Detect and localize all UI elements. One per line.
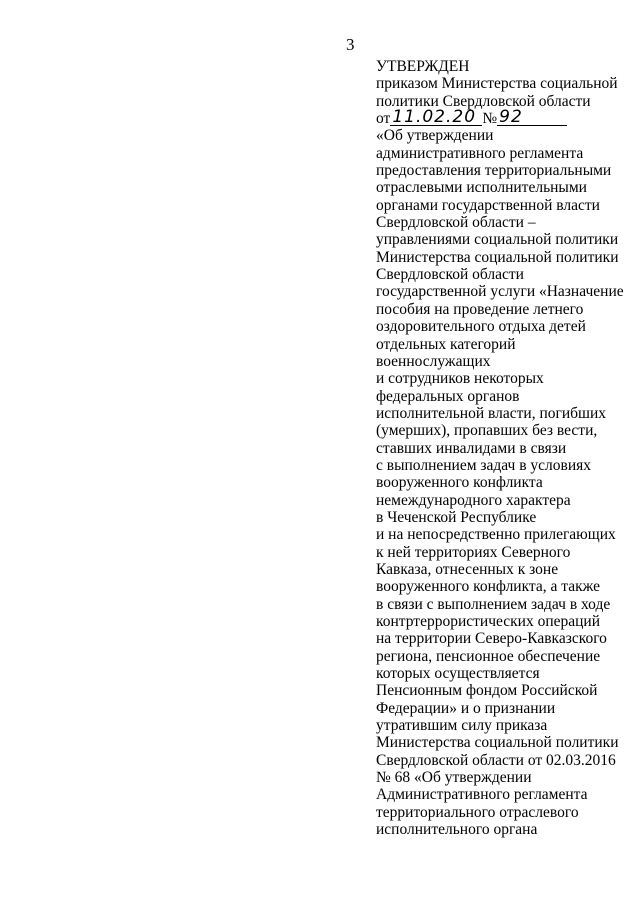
order-title-line: Свердловской области: [376, 266, 524, 284]
order-title-line: вооруженного конфликта: [376, 474, 543, 492]
issuer-line: политики Свердловской области: [376, 92, 591, 110]
order-title-line: которых осуществляется: [376, 665, 540, 683]
order-title-line: «Об утверждении: [376, 127, 494, 145]
order-title-line: органами государственной власти: [376, 196, 600, 214]
order-title-line: ставших инвалидами в связи: [376, 439, 567, 457]
order-title-line: Административного регламента: [376, 786, 588, 804]
order-title-line: Кавказа, отнесенных к зоне: [376, 560, 559, 578]
issuer-line: приказом Министерства социальной: [376, 75, 618, 93]
order-title-line: территориального отраслевого: [376, 803, 579, 821]
order-title-line: оздоровительного отдыха детей: [376, 318, 586, 336]
order-title-line: в Чеченской Республике: [376, 508, 537, 526]
handwritten-number: 92: [497, 110, 567, 126]
order-title-line: вооруженного конфликта, а также: [376, 578, 601, 596]
approval-heading: УТВЕРЖДЕН: [376, 58, 470, 75]
order-title: [376, 127, 636, 838]
handwritten-date: 11.02.20: [390, 110, 482, 126]
order-title-line: региона, пенсионное обеспечение: [376, 647, 601, 665]
order-title-line: предоставления территориальными: [376, 162, 612, 180]
order-title-line: и на непосредственно прилегающих: [376, 526, 616, 544]
order-title-line: № 68 «Об утверждении: [376, 769, 532, 787]
order-title-line: немеждународного характера: [376, 491, 571, 509]
date-prefix: от: [376, 110, 391, 128]
order-title-line: Свердловской области от 02.03.2016: [376, 751, 616, 769]
order-title-line: Федерации» и о признании: [376, 699, 556, 717]
order-title-line: исполнительного органа: [376, 821, 538, 839]
order-title-line: Министерства социальной политики: [376, 734, 619, 752]
order-title-line: отдельных категорий: [376, 335, 516, 353]
date-number-line: [376, 107, 636, 128]
order-title-line: контртеррористических операций: [376, 613, 601, 630]
order-title-line: административного регламента: [376, 144, 584, 162]
order-title-line: Пенсионным фондом Российской: [376, 682, 598, 700]
order-title-line: Свердловской области –: [376, 214, 536, 232]
order-title-line: утратившим силу приказа: [376, 717, 548, 735]
order-title-line: на территории Северо-Кавказского: [376, 630, 607, 648]
order-title-line: военнослужащих: [376, 352, 491, 370]
order-title-line: отраслевыми исполнительными: [376, 179, 587, 197]
approval-block: [376, 58, 636, 838]
order-title-line: с выполнением задач в условиях: [376, 456, 592, 474]
number-prefix: №: [482, 110, 498, 128]
order-title-line: и сотрудников некоторых: [376, 370, 544, 388]
order-title-line: управлениями социальной политики: [376, 231, 619, 249]
order-title-line: (умерших), пропавших без вести,: [376, 422, 598, 440]
order-title-line: федеральных органов: [376, 387, 520, 405]
order-title-line: к ней территориях Северного: [376, 543, 571, 561]
order-title-line: исполнительной власти, погибших: [376, 404, 607, 422]
order-title-line: в связи с выполнением задач в ходе: [376, 595, 611, 613]
page-number: 3: [346, 35, 355, 54]
order-title-line: пособия на проведение летнего: [376, 300, 584, 318]
order-title-line: государственной услуги «Назначение: [376, 283, 624, 301]
order-title-line: Министерства социальной политики: [376, 248, 619, 266]
